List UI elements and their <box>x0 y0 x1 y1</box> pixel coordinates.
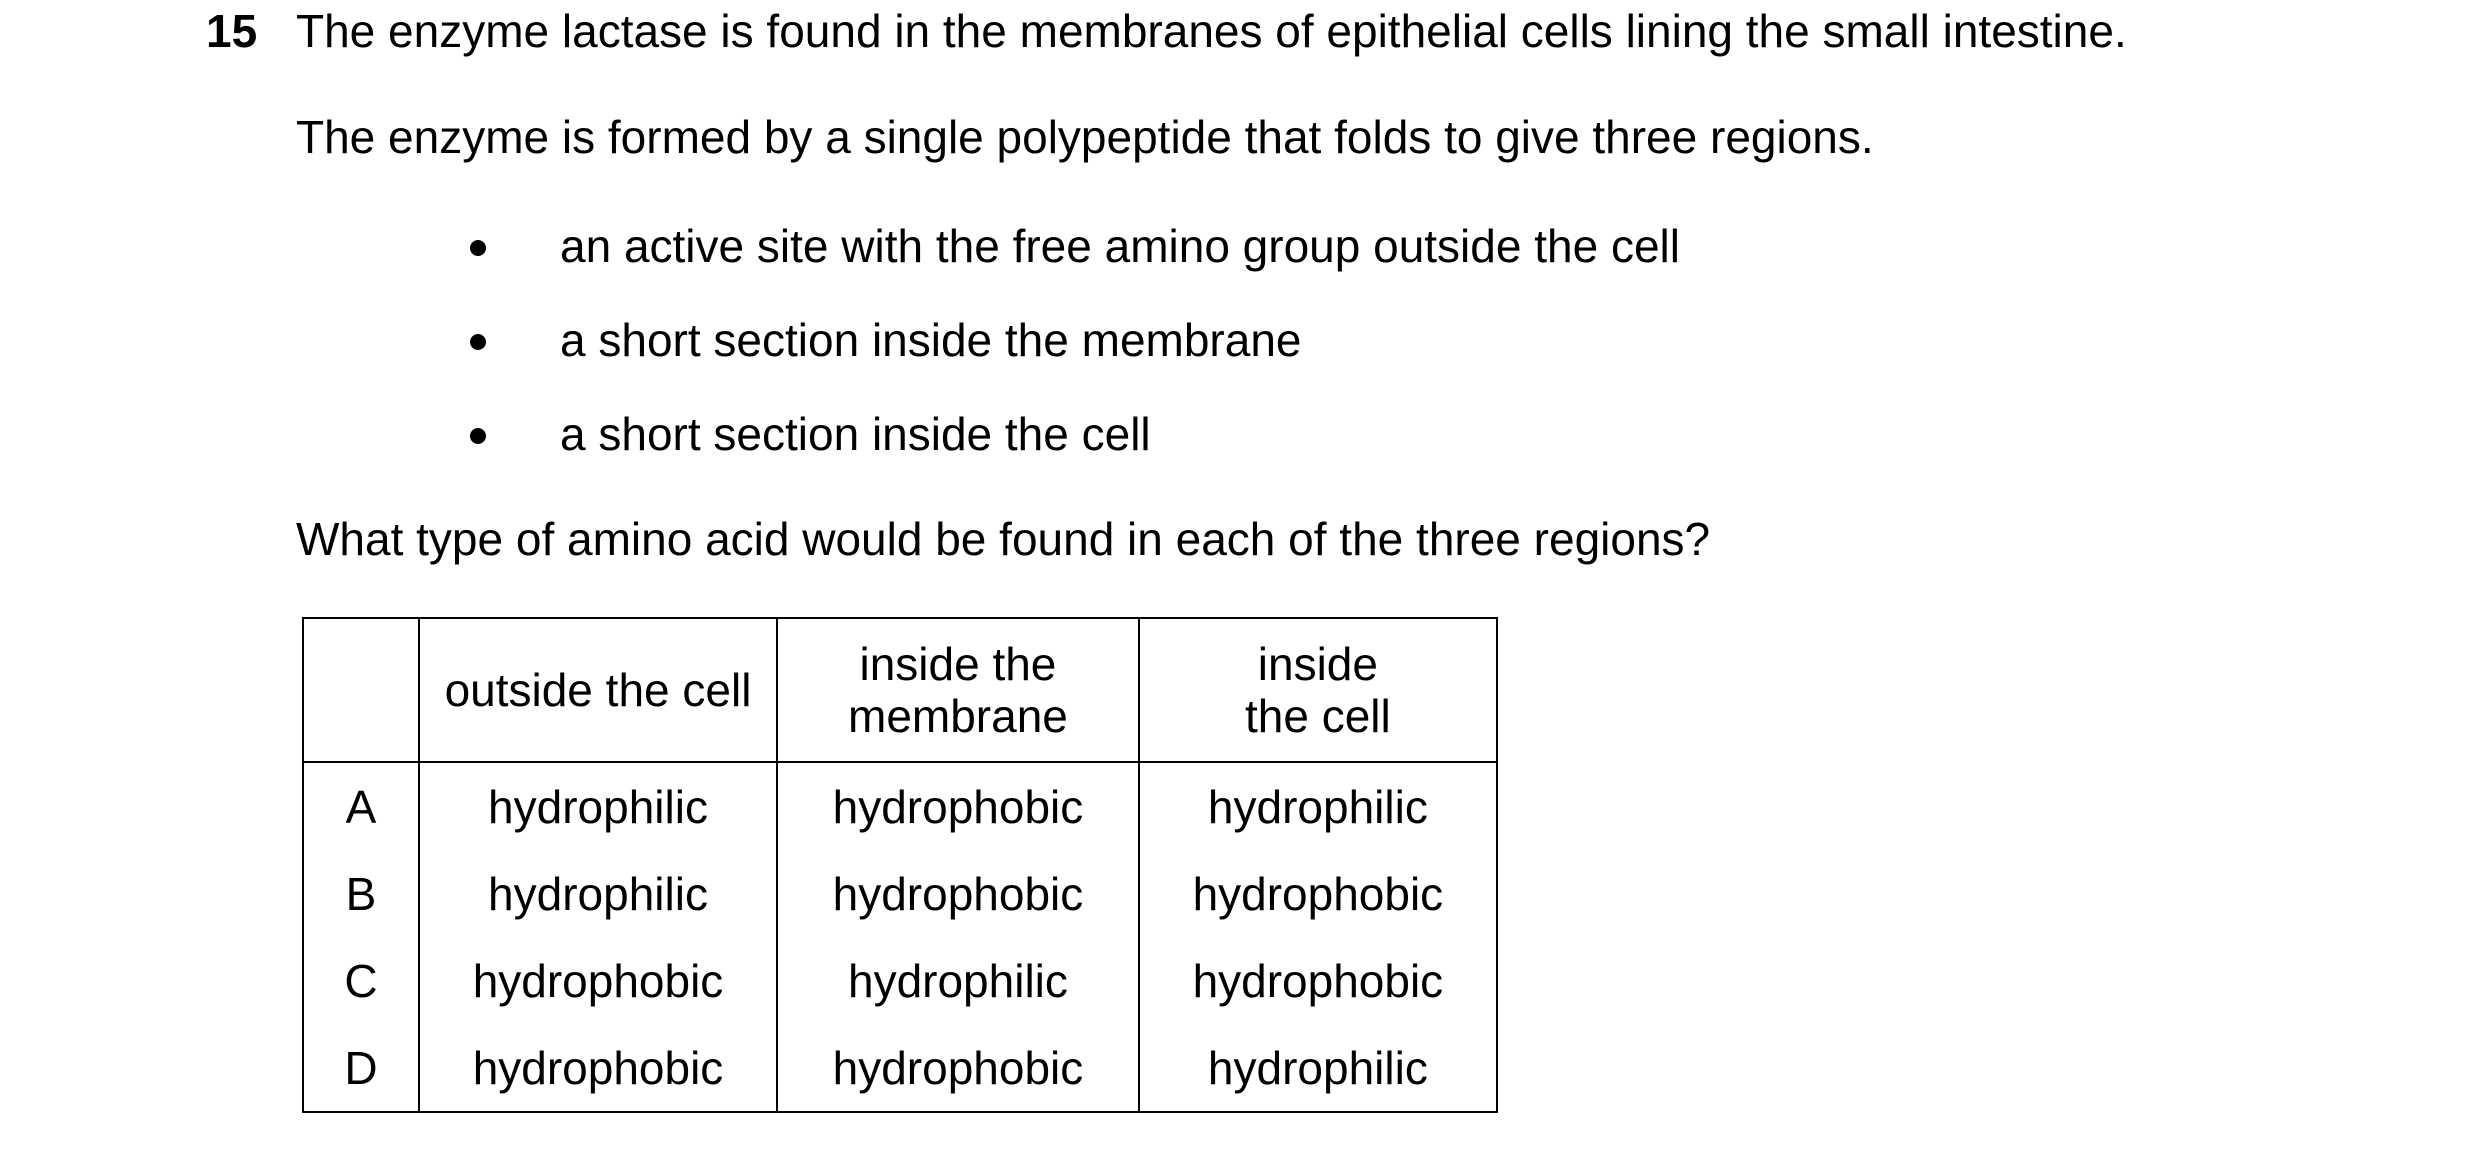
table-cell: hydrophobic <box>777 762 1139 850</box>
table-header-row <box>303 618 1497 762</box>
option-letter: B <box>303 850 419 937</box>
answer-table <box>302 617 1498 1113</box>
question-statement: The enzyme is formed by a single polypeptide that folds to give three regions. <box>296 111 1874 163</box>
question-prompt: What type of amino acid would be found in each of the three regions? <box>296 513 1711 565</box>
table-row <box>303 937 1497 1024</box>
table-cell: hydrophobic <box>777 850 1139 937</box>
question-intro: The enzyme lactase is found in the membranes of epithelial cells lining the small intestine. <box>296 5 2127 57</box>
table-cell: hydrophilic <box>419 850 777 937</box>
question-number: 15 <box>206 5 258 57</box>
table-cell: hydrophilic <box>1139 762 1497 850</box>
bullet-dot-icon <box>470 334 486 350</box>
table-row <box>303 762 1497 850</box>
option-letter: A <box>303 762 419 850</box>
bullet-text: a short section inside the cell <box>560 408 1151 460</box>
option-letter: D <box>303 1024 419 1112</box>
table-cell: hydrophilic <box>777 937 1139 1024</box>
table-cell: hydrophobic <box>419 937 777 1024</box>
table-header-outside-cell: outside the cell <box>419 618 777 762</box>
table-row <box>303 850 1497 937</box>
bullet-text: an active site with the free amino group outside the cell <box>560 220 1680 272</box>
table-cell: hydrophobic <box>419 1024 777 1112</box>
table-header-inside-cell: inside the cell <box>1139 618 1497 762</box>
table-cell: hydrophilic <box>419 762 777 850</box>
table-row <box>303 1024 1497 1112</box>
table-header-blank <box>303 618 419 762</box>
table-cell: hydrophobic <box>1139 850 1497 937</box>
table-header-inside-membrane: inside the membrane <box>777 618 1139 762</box>
bullet-dot-icon <box>470 428 486 444</box>
bullet-dot-icon <box>470 240 486 256</box>
bullet-text: a short section inside the membrane <box>560 314 1302 366</box>
table-cell: hydrophilic <box>1139 1024 1497 1112</box>
table-cell: hydrophobic <box>1139 937 1497 1024</box>
table-cell: hydrophobic <box>777 1024 1139 1112</box>
option-letter: C <box>303 937 419 1024</box>
